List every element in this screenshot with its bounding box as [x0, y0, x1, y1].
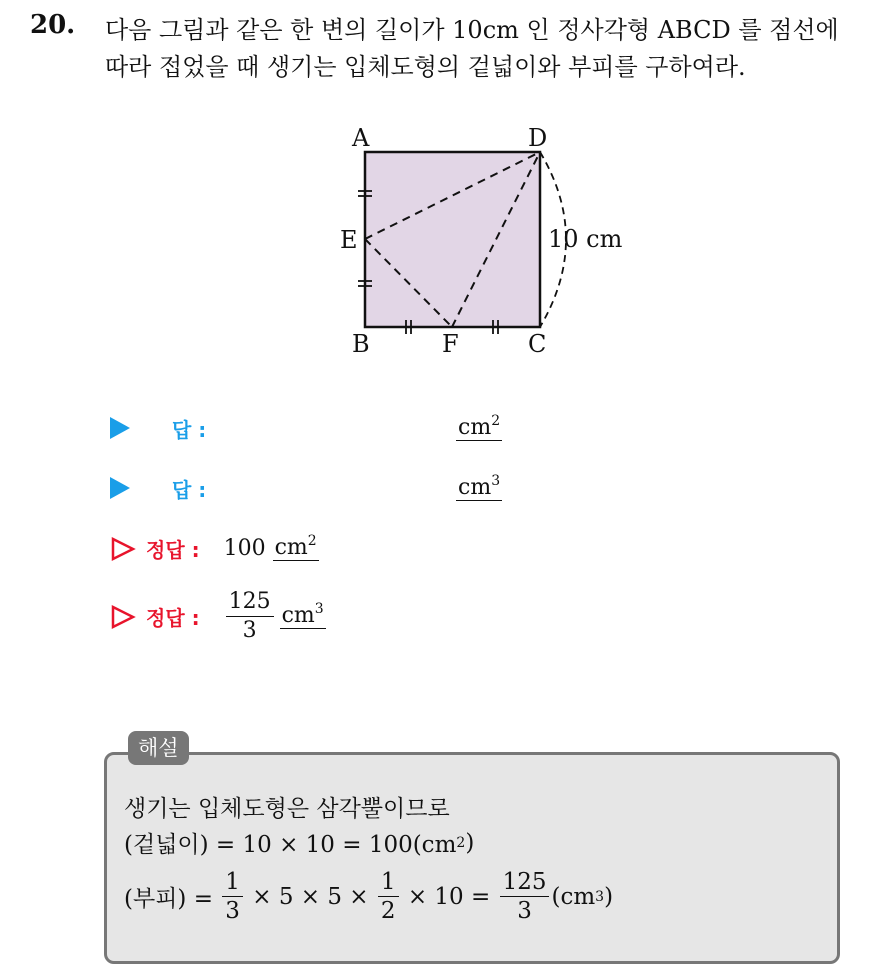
correct-answer-volume — [110, 588, 326, 645]
fraction: $\frac{125}{3}$ — [226, 588, 274, 645]
question-line-2: 따라 접었을 때 생기는 입체도형의 겉넓이와 부피를 구하여라. — [105, 53, 746, 81]
answer-label: 답 : — [172, 417, 207, 442]
label-c: C — [528, 330, 547, 358]
outline-triangle-icon — [110, 604, 136, 630]
answer-label: 답 : — [172, 477, 207, 502]
fraction: $\frac{1}{2}$ — [378, 868, 399, 925]
explanation-line-3: (부피) = $\frac{1}{3}$ × 5 × 5 × $\frac{1}{2}$ × 10 = $\frac{125}{3}$ (cm 3 ) — [124, 869, 614, 924]
question-line-1: 다음 그림과 같은 한 변의 길이가 10cm 인 정사각형 ABCD 를 점선에 — [105, 16, 839, 44]
correct-label: 정답 : — [146, 606, 200, 630]
label-b: B — [352, 330, 370, 358]
answer-unit-volume: $cm^3$ — [458, 472, 501, 500]
correct-answer-area — [110, 534, 319, 563]
question-number: 20. — [30, 10, 76, 40]
correct-value-volume: $\frac{125}{3}$ $cm^3$ — [224, 588, 326, 645]
label-a: A — [352, 124, 370, 152]
explanation-tag: 해설 — [128, 731, 189, 765]
fraction: $\frac{125}{3}$ — [500, 868, 550, 925]
fraction: $\frac{1}{3}$ — [222, 868, 243, 925]
label-f: F — [442, 330, 459, 358]
square-abcd — [365, 152, 540, 327]
answer-row-area — [110, 408, 530, 448]
label-e: E — [340, 226, 358, 254]
question-text — [105, 12, 875, 86]
square-fold-diagram — [330, 118, 640, 368]
answer-row-volume — [110, 468, 530, 508]
explanation-line-2: (겉넓이) = 10 × 10 = 100(cm 2 ) — [124, 829, 475, 858]
correct-label: 정답 : — [146, 538, 200, 562]
play-arrow-icon — [110, 417, 130, 439]
label-side-length: 10 cm — [548, 225, 623, 253]
correct-value-area: 100 $cm^2$ — [223, 533, 317, 561]
label-d: D — [528, 124, 548, 152]
outline-triangle-icon — [110, 536, 136, 562]
explanation-line-1: 생기는 입체도형은 삼각뿔이므로 — [124, 796, 450, 822]
answer-unit-area: $cm^2$ — [458, 412, 501, 440]
play-arrow-icon — [110, 477, 130, 499]
